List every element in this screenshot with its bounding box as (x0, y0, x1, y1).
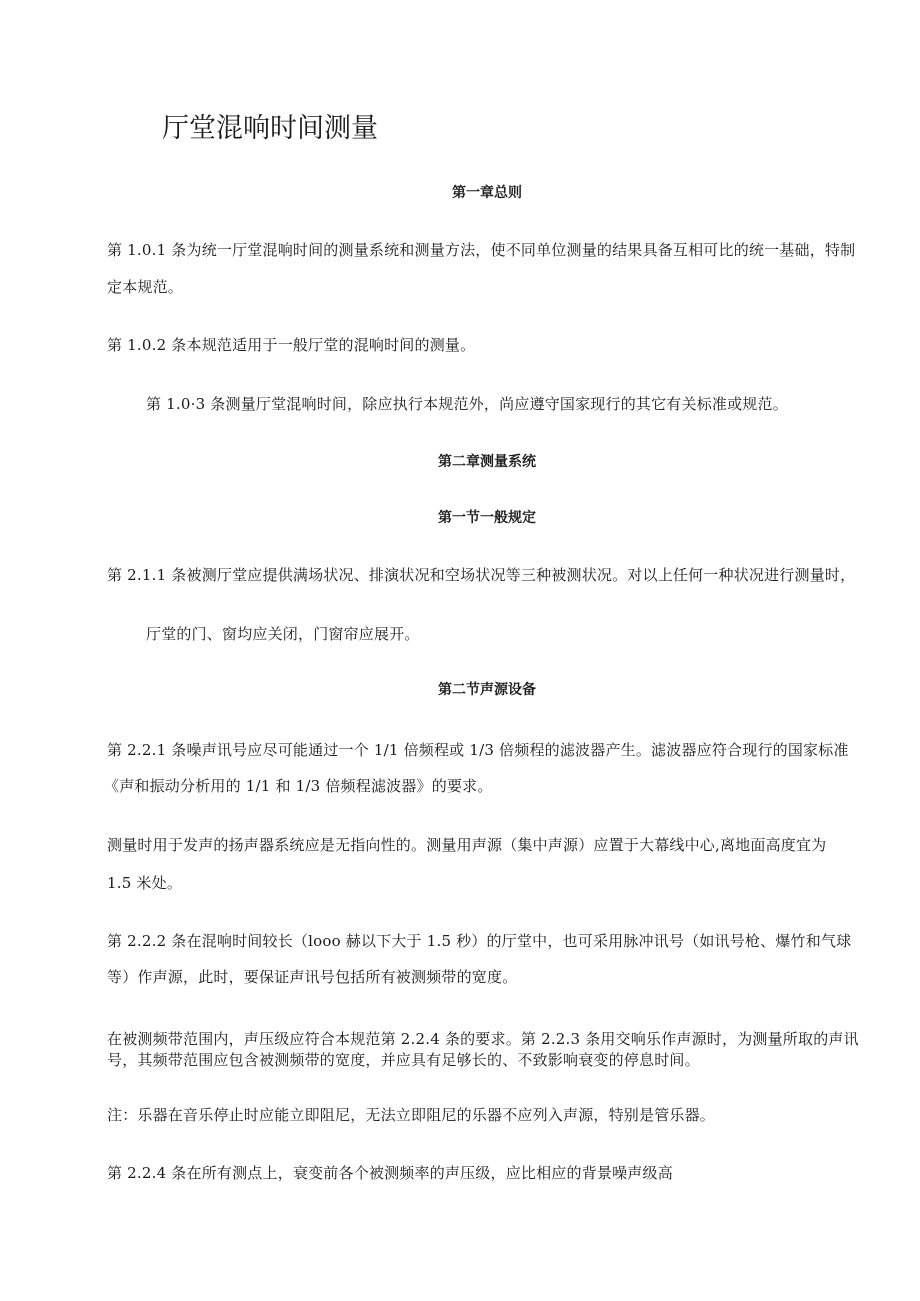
article-2-2-2-line-2: 等）作声源，此时，要保证声讯号包括所有被测频带的宽度。 (107, 968, 518, 986)
document-title: 厅堂混响时间测量 (162, 113, 378, 144)
article-2-1-1-line-2: 厅堂的门、窗均应关闭，门窗帘应展开。 (146, 625, 420, 643)
speaker-paragraph-line-1: 测量时用于发声的扬声器系统应是无指向性的。测量用声源（集中声源）应置于大幕线中心,离地面高度宜为 (107, 836, 827, 854)
note-paragraph: 注：乐器在音乐停止时应能立即阻尼，无法立即阻尼的乐器不应列入声源，特别是管乐器。 (107, 1106, 716, 1124)
chapter-1-heading: 第一章总则 (452, 185, 522, 201)
article-1-0-1-line-2: 定本规范。 (107, 278, 184, 296)
article-2-2-3-line-2: 号，其频带范围应包含被测频带的宽度，并应具有足够长的、不致影响衰变的停息时间。 (107, 1051, 700, 1069)
section-1-heading: 第一节一般规定 (438, 510, 536, 526)
article-2-2-1-line-1: 第 2.2.1 条噪声讯号应尽可能通过一个 1/1 倍频程或 1/3 倍频程的滤波器产生。滤波器应符合现行的国家标准 (107, 741, 849, 759)
section-2-heading: 第二节声源设备 (438, 682, 536, 698)
article-1-0-1-line-1: 第 1.0.1 条为统一厅堂混响时间的测量系统和测量方法，使不同单位测量的结果具备互相可比的统一基础，特制 (107, 241, 856, 259)
article-1-0-3: 第 1.0·3 条测量厅堂混响时间，除应执行本规范外，尚应遵守国家现行的其它有关标准或规范。 (146, 395, 788, 413)
article-1-0-2: 第 1.0.2 条本规范适用于一般厅堂的混响时间的测量。 (107, 336, 476, 354)
article-2-1-1-line-1: 第 2.1.1 条被测厅堂应提供满场状况、排演状况和空场状况等三种被测状况。对以上任何一种状况进行测量时， (107, 566, 856, 584)
article-2-2-1-line-2: 《声和振动分析用的 1/1 和 1/3 倍频程滤波器》的要求。 (104, 777, 493, 795)
chapter-2-heading: 第二章测量系统 (438, 454, 536, 470)
article-2-2-3-line-1: 在被测频带范围内，声压级应符合本规范第 2.2.4 条的要求。第 2.2.3 条用交响乐作声源时，为测量所取的声讯 (107, 1030, 859, 1048)
speaker-paragraph-line-2: 1.5 米处。 (107, 874, 183, 892)
article-2-2-2-line-1: 第 2.2.2 条在混响时间较长（looo 赫以下大于 1.5 秒）的厅堂中，也可采用脉冲讯号（如讯号枪、爆竹和气球 (107, 932, 852, 950)
article-2-2-4: 第 2.2.4 条在所有测点上，衰变前各个被测频率的声压级，应比相应的背景噪声级高 (107, 1164, 673, 1182)
